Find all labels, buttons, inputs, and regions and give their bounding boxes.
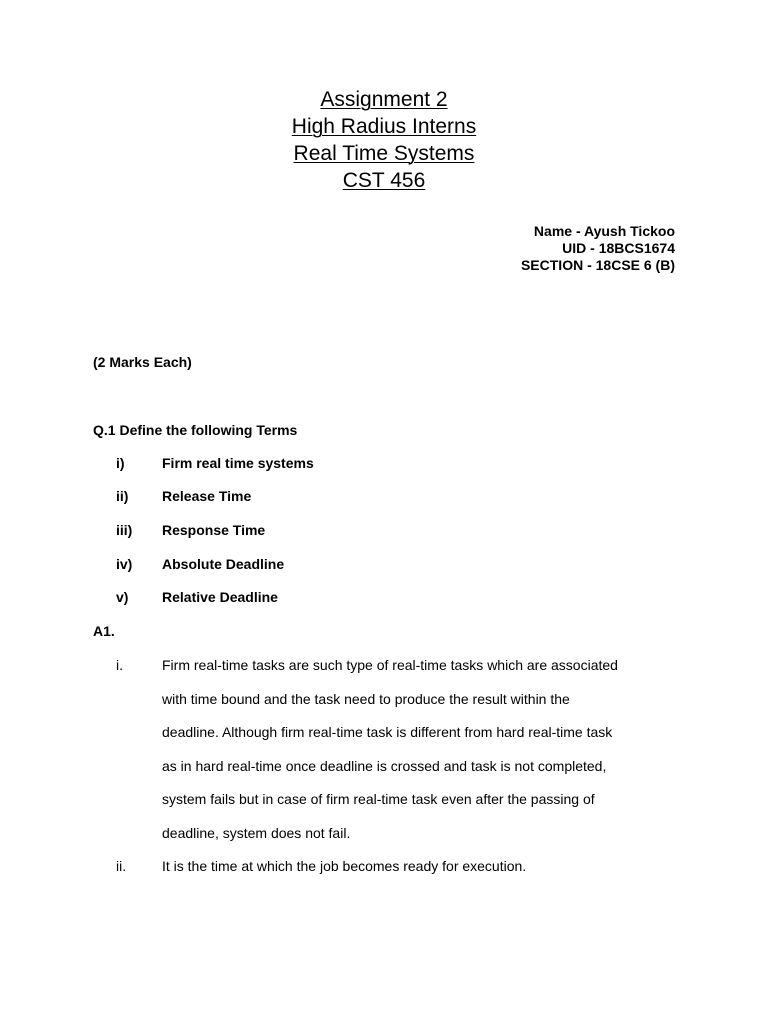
term-number: iv) (116, 556, 133, 572)
answer-line: as in hard real-time once deadline is crossed and task is not completed, (162, 757, 607, 774)
term-text: Absolute Deadline (162, 556, 285, 572)
title-line-program: High Radius Interns (291, 115, 477, 138)
student-name: Name - Ayush Tickoo (533, 223, 675, 239)
term-text: Response Time (162, 522, 266, 538)
answer-line: It is the time at which the job becomes ready for execution. (162, 858, 527, 874)
answer-body (162, 858, 682, 892)
answer-label: A1. (93, 623, 115, 639)
answer-number: i. (116, 657, 123, 673)
term-number: ii) (116, 488, 129, 504)
title-line-course-code: CST 456 (342, 169, 426, 192)
answer-number: ii. (116, 858, 127, 874)
answer-line: with time bound and the task need to produce the result within the (162, 690, 570, 707)
answer-line: system fails but in case of firm real-time task even after the passing of (162, 791, 595, 808)
term-number: i) (116, 455, 125, 471)
question-text: Q.1 Define the following Terms (93, 422, 298, 438)
title-line-subject: Real Time Systems (293, 142, 475, 165)
term-text: Firm real time systems (162, 455, 314, 471)
term-number: v) (116, 589, 129, 605)
student-uid: UID - 18BCS1674 (562, 240, 675, 256)
term-number: iii) (116, 522, 133, 538)
answer-line: deadline, system does not fail. (162, 824, 351, 841)
title-line-assignment: Assignment 2 (320, 88, 448, 111)
term-text: Relative Deadline (162, 589, 278, 605)
answer-body (162, 657, 682, 859)
answer-line: deadline. Although firm real-time task is different from hard real-time task (162, 724, 613, 741)
document-title (0, 86, 768, 194)
student-info (521, 223, 675, 274)
answer-line: Firm real-time tasks are such type of real-time tasks which are associated (162, 657, 618, 673)
term-text: Release Time (162, 488, 252, 504)
student-section: SECTION - 18CSE 6 (B) (520, 257, 675, 273)
marks-note: (2 Marks Each) (93, 354, 192, 370)
